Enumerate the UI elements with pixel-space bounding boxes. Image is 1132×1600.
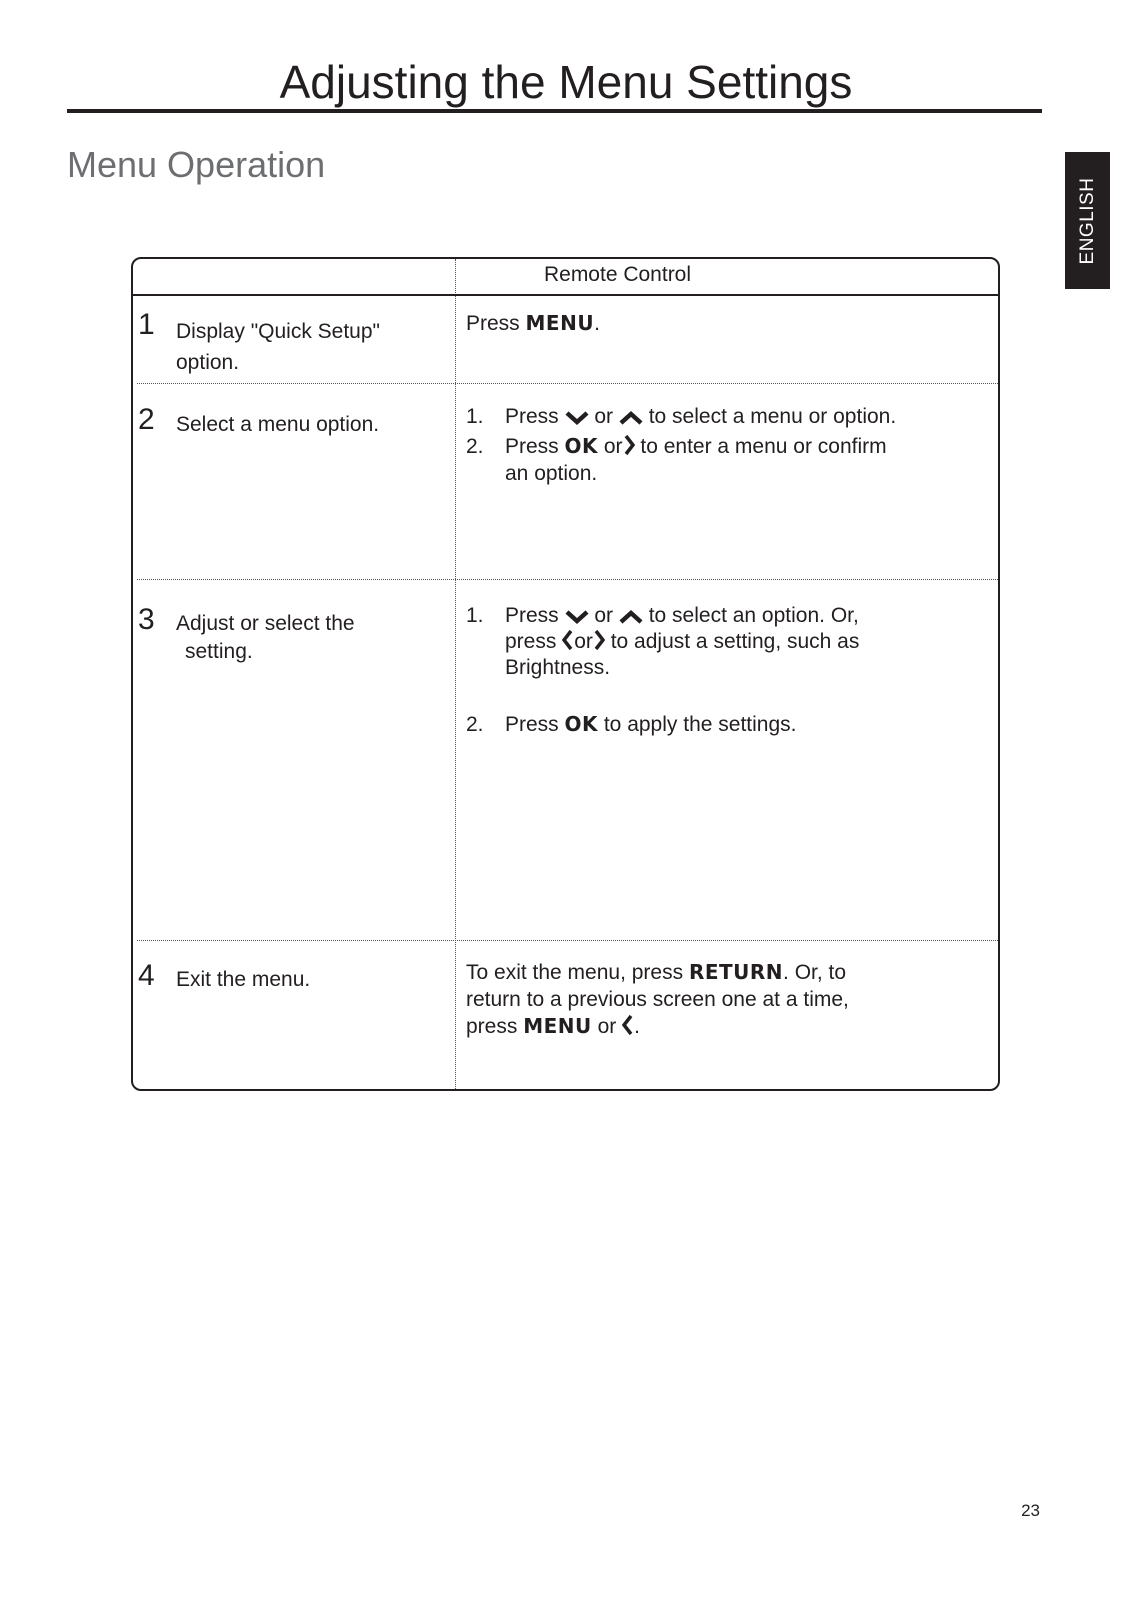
- instruction-text: or: [588, 405, 619, 428]
- step-2-instructions: [466, 403, 988, 487]
- menu-key-label: MENU: [525, 311, 595, 335]
- instruction-text: Brightness.: [505, 656, 611, 679]
- instruction-text: .: [594, 312, 600, 335]
- header-rule: [133, 294, 998, 296]
- step-label: [176, 316, 380, 378]
- instruction-text: to adjust a setting, such as: [604, 630, 860, 653]
- instruction-text: Press: [505, 713, 565, 736]
- step-label: [176, 608, 355, 664]
- chevron-up-icon: [619, 609, 643, 625]
- list-item: [466, 603, 988, 681]
- chevron-down-icon: [565, 410, 589, 426]
- step-label-line: option.: [176, 351, 240, 374]
- step-4-instructions: [466, 959, 988, 1040]
- instruction-text: or: [598, 435, 623, 458]
- instruction-text: press: [505, 630, 563, 653]
- instruction-text: Press: [466, 312, 526, 335]
- list-number: 1.: [466, 604, 484, 627]
- page-title: Adjusting the Menu Settings: [279, 56, 853, 108]
- instruction-text: to select a menu or option.: [642, 405, 897, 428]
- step-number: 4: [138, 959, 155, 992]
- list-item: [466, 403, 988, 430]
- ok-key-label: OK: [564, 712, 599, 736]
- language-tab-label: ENGLISH: [1076, 177, 1098, 264]
- row-divider: [137, 383, 998, 384]
- instruction-text: To exit the menu, press: [466, 961, 689, 984]
- row-divider: [137, 940, 998, 941]
- page-number: 23: [1021, 1501, 1040, 1520]
- step-number: 2: [138, 403, 155, 436]
- step-number: 3: [138, 603, 155, 636]
- instruction-text: an option.: [505, 462, 598, 485]
- list-item: [466, 433, 988, 487]
- step-label-line: setting.: [185, 640, 253, 663]
- list-number: 2.: [466, 713, 484, 736]
- instruction-text: to apply the settings.: [598, 713, 797, 736]
- row-divider: [137, 579, 998, 580]
- step-1-instructions: [466, 310, 988, 337]
- language-tab: [1065, 152, 1110, 289]
- instruction-text: or: [574, 630, 593, 653]
- chevron-left-icon: [562, 629, 574, 651]
- chevron-up-icon: [619, 410, 643, 426]
- column-header-remote-control: Remote Control: [543, 263, 692, 286]
- step-label-line: Display "Quick Setup": [176, 320, 380, 343]
- step-label: Select a menu option.: [176, 413, 380, 436]
- list-number: 1.: [466, 405, 484, 428]
- list-item: [466, 711, 988, 738]
- instruction-text: Press: [505, 604, 565, 627]
- instruction-text: return to a previous screen one at a time,: [466, 988, 849, 1011]
- title-rule: [67, 109, 1042, 113]
- step-3-instructions: [466, 603, 988, 738]
- instruction-text: press: [466, 1015, 524, 1038]
- instruction-text: or: [591, 1015, 623, 1038]
- ok-key-label: OK: [564, 434, 599, 458]
- instruction-text: .: [634, 1015, 640, 1038]
- section-title: Menu Operation: [67, 144, 326, 185]
- instruction-text: Press: [505, 405, 565, 428]
- step-number: 1: [138, 308, 155, 341]
- chevron-left-icon: [622, 1014, 634, 1036]
- instruction-text: Press: [505, 435, 565, 458]
- step-label-line: Adjust or select the: [176, 612, 355, 635]
- list-number: 2.: [466, 435, 484, 458]
- return-key-label: RETURN: [688, 960, 784, 984]
- steps-table: [131, 257, 1000, 1091]
- chevron-down-icon: [565, 609, 589, 625]
- instruction-text: or: [588, 604, 619, 627]
- chevron-right-icon: [593, 629, 605, 651]
- instruction-text: to select an option. Or,: [642, 604, 859, 627]
- instruction-text: . Or, to: [783, 961, 847, 984]
- chevron-right-icon: [623, 434, 635, 456]
- instruction-text: to enter a menu or confirm: [634, 435, 887, 458]
- menu-key-label: MENU: [523, 1014, 592, 1038]
- step-label: Exit the menu.: [176, 968, 311, 991]
